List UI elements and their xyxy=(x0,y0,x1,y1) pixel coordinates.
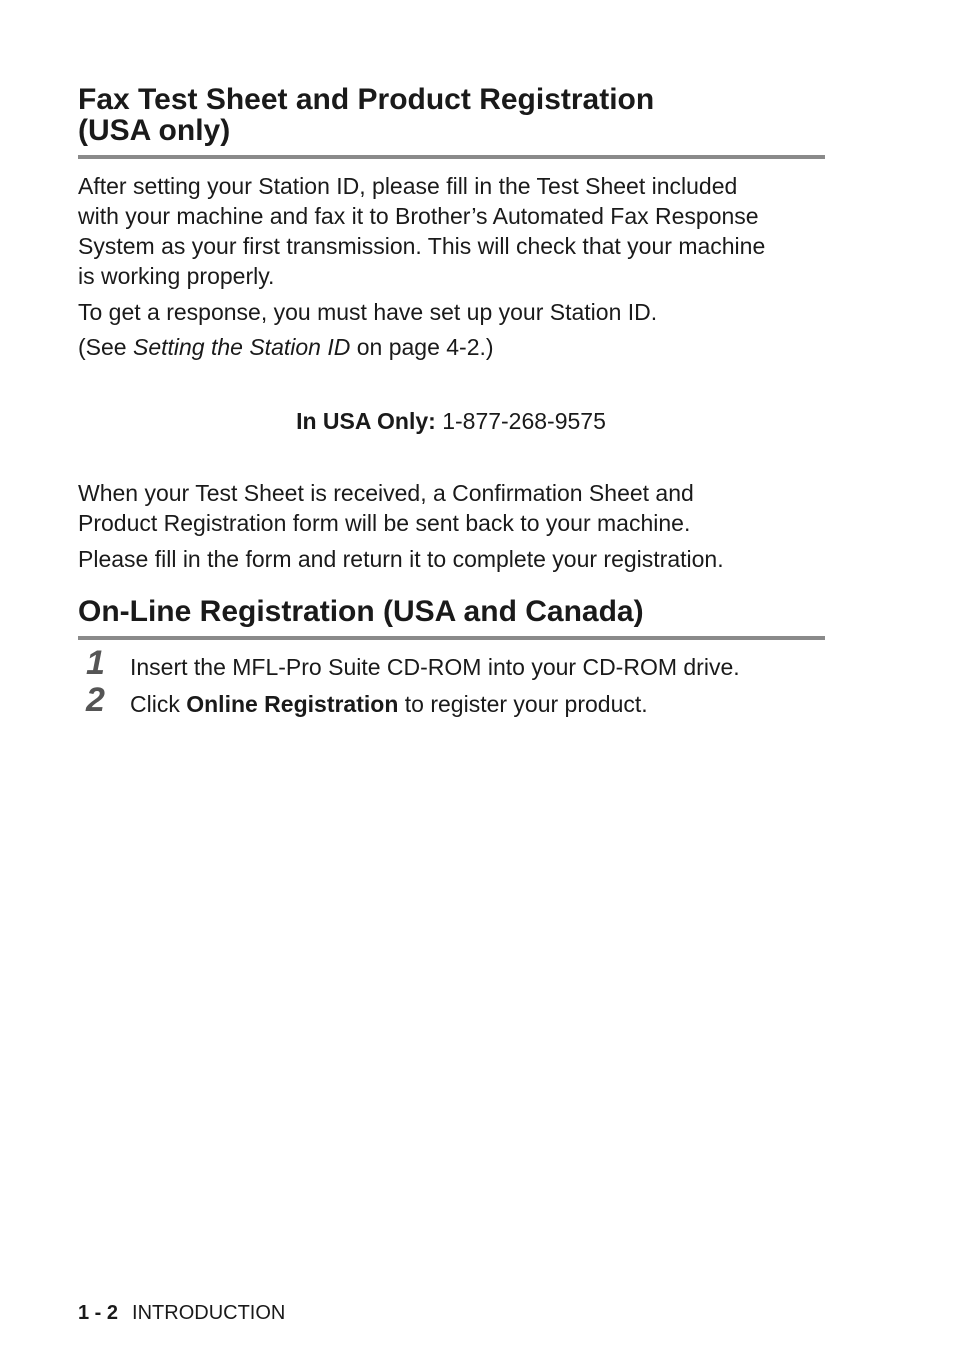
section-divider xyxy=(78,636,825,640)
paragraph-return-form: Please fill in the form and return it to complete your registration. xyxy=(78,546,724,572)
paragraph-line: with your machine and fax it to Brother’s Automated Fax Response xyxy=(78,203,759,229)
paragraph-line: When your Test Sheet is received, a Confirmation Sheet and xyxy=(78,480,694,506)
step-item xyxy=(78,681,838,723)
paragraph-line: System as your first transmission. This will check that your machine xyxy=(78,233,766,259)
paragraph-confirmation xyxy=(78,478,838,538)
page-number: 1 - 2 xyxy=(78,1302,119,1324)
paragraph-station-id: To get a response, you must have set up your Station ID. xyxy=(78,299,658,325)
fax-response-number: 1-877-268-9575 xyxy=(435,408,606,434)
step-text-prefix: Click xyxy=(130,691,187,717)
section-title-online-registration: On-Line Registration (USA and Canada) xyxy=(78,595,644,628)
section-title-line-1: Fax Test Sheet and Product Registration xyxy=(78,83,655,116)
step-number: 2 xyxy=(86,681,105,719)
usa-fax-number xyxy=(0,406,902,436)
step-text xyxy=(130,689,648,719)
step-text: Insert the MFL-Pro Suite CD-ROM into your CD-ROM drive. xyxy=(130,654,740,680)
cross-reference-suffix: on page 4-2.) xyxy=(350,334,494,360)
paragraph-intro xyxy=(78,171,838,291)
step-text-suffix: to register your product. xyxy=(398,691,648,717)
section-title-line-2: (USA only) xyxy=(78,114,231,147)
step-number: 1 xyxy=(86,644,105,682)
usa-only-label: In USA Only: xyxy=(296,408,436,434)
cross-reference-prefix: (See xyxy=(78,334,133,360)
paragraph-line: is working properly. xyxy=(78,263,275,289)
paragraph-cross-reference xyxy=(78,332,838,362)
paragraph-line: After setting your Station ID, please fill in the Test Sheet included xyxy=(78,173,738,199)
page-footer xyxy=(78,1301,285,1325)
online-registration-label: Online Registration xyxy=(186,691,399,717)
section-divider xyxy=(78,155,825,159)
chapter-name: INTRODUCTION xyxy=(132,1302,286,1324)
step-item xyxy=(78,644,838,686)
cross-reference-link: Setting the Station ID xyxy=(132,334,351,360)
section-title-fax-test-sheet xyxy=(78,84,838,146)
paragraph-line: Product Registration form will be sent back to your machine. xyxy=(78,510,691,536)
